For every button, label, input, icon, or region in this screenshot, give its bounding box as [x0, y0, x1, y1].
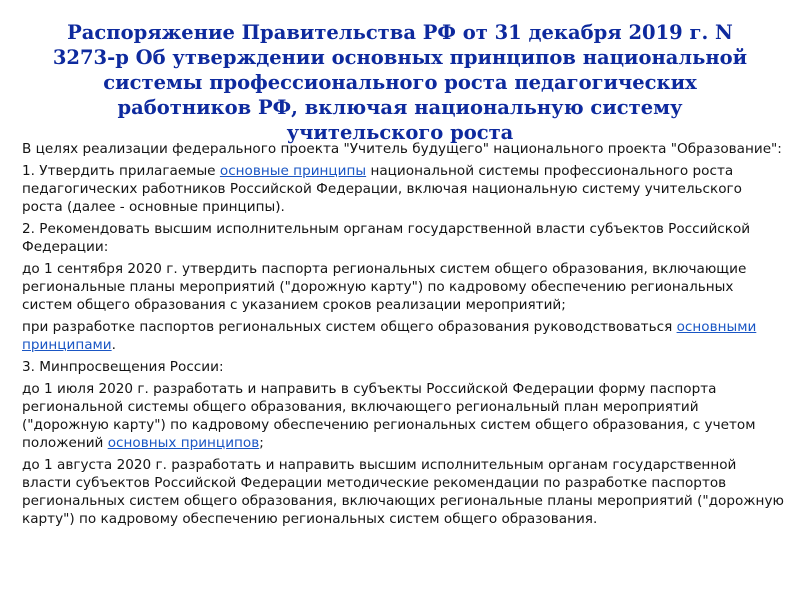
- paragraph-intro: [22, 140, 784, 158]
- paragraph-text-after-link: национальной системы профессионального роста педагогических работников Российской Федерации, включая национальную систему учительского роста (далее - основные принципы).: [22, 163, 742, 215]
- paragraph-text-after-link: .: [111, 337, 116, 353]
- paragraph-item-1: [22, 162, 784, 216]
- paragraph-item-2-guidance: [22, 318, 784, 354]
- paragraph-item-3-august: [22, 456, 784, 528]
- basic-principles-link[interactable]: основными принципами: [22, 319, 757, 353]
- paragraph-text-before-link: до 1 июля 2020 г. разработать и направить в субъекты Российской Федерации форму паспорта региональной системы общего образования, включающего региональный план мероприятий ("дорожную карту") по кадровому обеспечению региональных систем общего образования, с учетом положений: [22, 381, 756, 451]
- basic-principles-link[interactable]: основных принципов: [107, 435, 260, 451]
- document-body: [22, 140, 784, 532]
- paragraph-item-3-july: [22, 380, 784, 452]
- paragraph-text: 2. Рекомендовать высшим исполнительным органам государственной власти субъектов Российской Федерации:: [22, 221, 751, 255]
- paragraph-text-before-link: при разработке паспортов региональных систем общего образования руководствоваться: [22, 319, 677, 335]
- paragraph-text: В целях реализации федерального проекта "Учитель будущего" национального проекта "Образование":: [22, 141, 782, 157]
- paragraph-item-2-deadline: [22, 260, 784, 314]
- paragraph-text: 3. Минпросвещения России:: [22, 359, 224, 375]
- basic-principles-link[interactable]: основные принципы: [219, 163, 367, 179]
- document-title: Распоряжение Правительства РФ от 31 декабря 2019 г. N 3273-р Об утверждении основных принципов национальной системы профессионального роста педагогических работников РФ, включая национальную систему учительского роста: [52, 21, 748, 144]
- paragraph-text: до 1 августа 2020 г. разработать и направить высшим исполнительным органам государственной власти субъектов Российской Федерации методические рекомендации по разработке паспортов региональных систем общего образования, включающих региональные планы мероприятий ("дорожную карту") по кадровому обеспечению региональных систем общего образования.: [22, 457, 784, 527]
- paragraph-item-3: [22, 358, 784, 376]
- paragraph-text-before-link: 1. Утвердить прилагаемые: [22, 163, 220, 179]
- paragraph-text-after-link: ;: [259, 435, 264, 451]
- paragraph-text: до 1 сентября 2020 г. утвердить паспорта региональных систем общего образования, включающие региональные планы мероприятий ("дорожную карту") по кадровому обеспечению региональных систем общего образования с указанием сроков реализации мероприятий;: [22, 261, 747, 313]
- paragraph-item-2: [22, 220, 784, 256]
